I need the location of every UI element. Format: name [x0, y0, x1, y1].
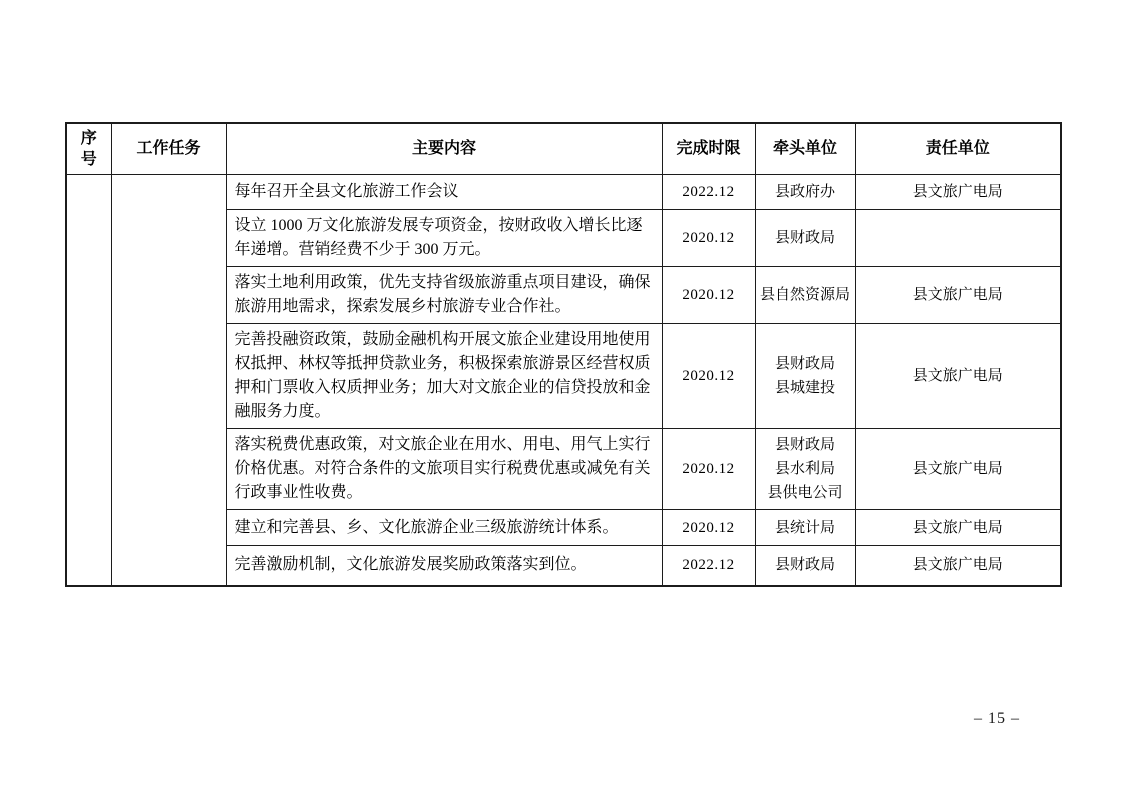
col-header-serial — [66, 123, 111, 175]
cell-lead-unit — [755, 210, 855, 267]
cell-responsible-unit: 县文旅广电局 — [855, 510, 1061, 546]
cell-main-content: 完善激励机制，文化旅游发展奖励政策落实到位。 — [226, 546, 662, 586]
cell-main-content: 每年召开全县文化旅游工作会议 — [226, 175, 662, 210]
col-header-lead-unit: 牵头单位 — [755, 123, 855, 175]
cell-main-content: 完善投融资政策，鼓励金融机构开展文旅企业建设用地使用权抵押、林权等抵押贷款业务，积极探索旅游景区经营权质押和门票收入权质押业务；加大对文旅企业的信贷投放和金融服务力度。 — [226, 324, 662, 429]
cell-main-content: 落实土地利用政策，优先支持省级旅游重点项目建设，确保旅游用地需求，探索发展乡村旅游专业合作社。 — [226, 267, 662, 324]
lead-unit-line: 县政府办 — [774, 184, 835, 200]
cell-responsible-unit: 县文旅广电局 — [855, 429, 1061, 510]
cell-deadline: 2020.12 — [662, 267, 755, 324]
lead-unit-line: 县财政局 — [774, 557, 835, 574]
cell-main-content: 设立 1000 万文化旅游发展专项资金，按财政收入增长比逐年递增。营销经费不少于 300 万元。 — [226, 210, 662, 267]
col-header-main-content: 主要内容 — [226, 123, 662, 175]
cell-deadline: 2020.12 — [662, 429, 755, 510]
lead-unit-line: 县统计局 — [774, 519, 835, 536]
col-header-deadline: 完成时限 — [662, 123, 755, 175]
lead-unit-line: 县财政局 — [774, 437, 835, 453]
table-row — [66, 175, 1061, 210]
cell-responsible-unit — [855, 210, 1061, 267]
lead-unit-line: 县水利局 — [774, 461, 835, 477]
cell-deadline: 2020.12 — [662, 324, 755, 429]
cell-lead-unit — [755, 267, 855, 324]
col-header-responsible-unit: 责任单位 — [855, 123, 1061, 175]
cell-lead-unit — [755, 429, 855, 510]
col-header-task: 工作任务 — [111, 123, 226, 175]
table-header-row — [66, 123, 1061, 175]
work-tasks-table — [65, 122, 1062, 587]
cell-main-content: 落实税费优惠政策，对文旅企业在用水、用电、用气上实行价格优惠。对符合条件的文旅项目实行税费优惠或减免有关行政事业性收费。 — [226, 429, 662, 510]
cell-lead-unit — [755, 510, 855, 546]
cell-deadline: 2020.12 — [662, 510, 755, 546]
cell-responsible-unit: 县文旅广电局 — [855, 267, 1061, 324]
cell-task-merged — [111, 175, 226, 586]
cell-lead-unit — [755, 324, 855, 429]
cell-serial-merged — [66, 175, 111, 586]
lead-unit-line: 县自然资源局 — [759, 287, 850, 303]
lead-unit-line: 县财政局 — [774, 230, 835, 246]
page-number: – 15 – — [974, 710, 1020, 727]
lead-unit-line: 县财政局 — [774, 356, 835, 372]
col-header-serial-label: 序号 — [80, 130, 97, 168]
lead-unit-line: 县供电公司 — [767, 485, 843, 501]
cell-responsible-unit: 县文旅广电局 — [855, 546, 1061, 586]
cell-responsible-unit: 县文旅广电局 — [855, 175, 1061, 210]
cell-responsible-unit: 县文旅广电局 — [855, 324, 1061, 429]
cell-deadline: 2022.12 — [662, 175, 755, 210]
cell-deadline: 2020.12 — [662, 210, 755, 267]
cell-main-content: 建立和完善县、乡、文化旅游企业三级旅游统计体系。 — [226, 510, 662, 546]
cell-lead-unit — [755, 175, 855, 210]
lead-unit-line: 县城建投 — [774, 380, 835, 396]
cell-deadline: 2022.12 — [662, 546, 755, 586]
cell-lead-unit — [755, 546, 855, 586]
